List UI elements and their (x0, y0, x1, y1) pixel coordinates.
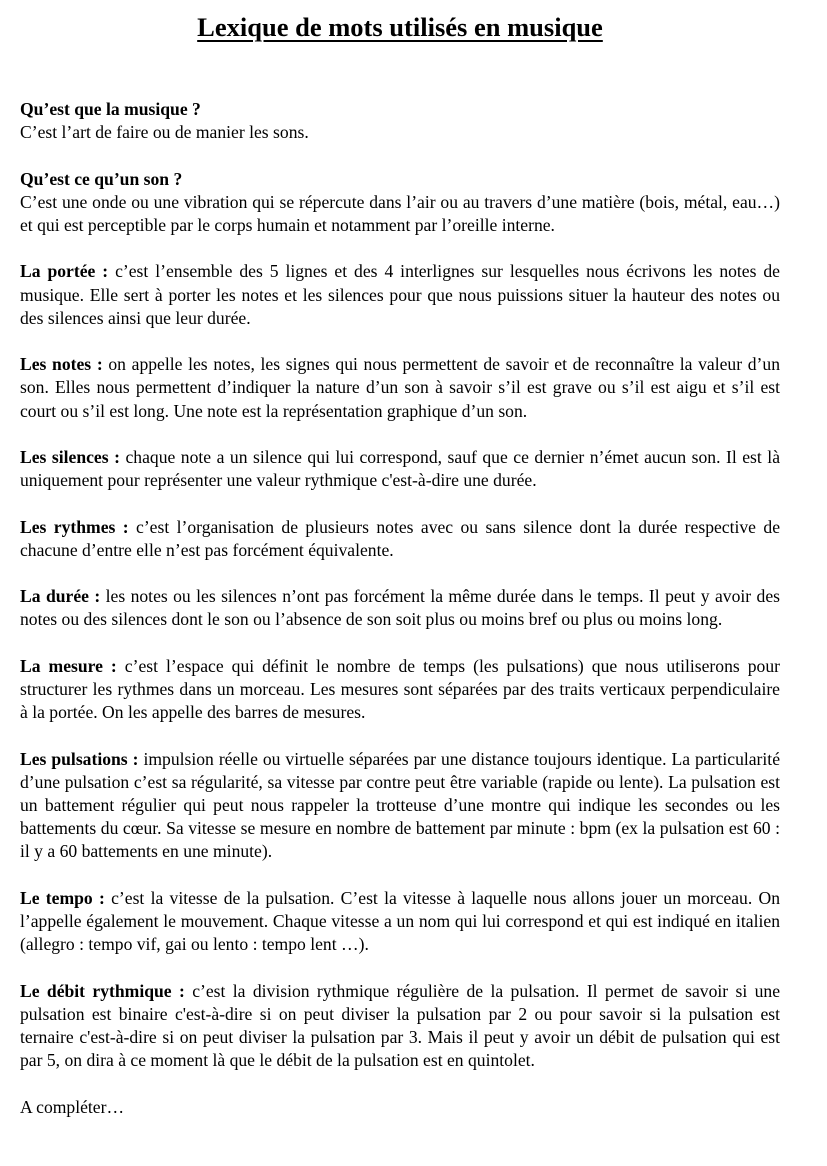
glossary-entry-notes (20, 353, 780, 423)
glossary-definition: impulsion réelle ou virtuelle séparées par une distance toujours identique. La particularité d’une pulsation c’est sa régularité, sa vitesse par contre peut être variable (rapide ou lente). La pulsation est un battement régulier qui peut nous rappeler la trotteuse d’une montre qui indique les secondes ou les battements du cœur. Sa vitesse se mesure en nombre de battement par minute : bpm (ex la pulsation est 60 : il y a 60 battements en une minute). (20, 748, 781, 862)
glossary-term: Les pulsations : (20, 748, 139, 769)
glossary-definition: c’est l’espace qui définit le nombre de temps (les pulsations) que nous utiliserons pour structurer les rythmes dans un morceau. Les mesures sont séparées par des traits verticaux perpendiculaire à la portée. On les appelle des barres de mesures. (20, 655, 780, 723)
glossary-term: Les notes : (20, 354, 103, 375)
document-page (20, 0, 781, 1117)
glossary-term: Les rythmes : (20, 516, 129, 537)
glossary-entry-debit-rythmique (20, 980, 780, 1073)
glossary-entry-portee (20, 260, 780, 330)
glossary-term: La durée : (20, 586, 101, 607)
glossary-term: Les silences : (20, 446, 120, 467)
glossary-term: Le débit rythmique : (20, 980, 185, 1001)
document-title: Lexique de mots utilisés en musique (197, 12, 603, 42)
question-block (20, 98, 780, 144)
closing-note: A compléter… (20, 1096, 125, 1117)
glossary-definition: c’est la division rythmique régulière de la pulsation. Il permet de savoir si une pulsation est binaire c'est-à-dire si on peut diviser la pulsation par 2 ou pour savoir si la pulsation est ternaire c'est-à-dire si on peut diviser la pulsation par 3. Mais il peut y avoir un débit de pulsation qui est par 5, on dira à ce moment là que le débit de la pulsation est en quintolet. (20, 980, 781, 1071)
glossary-definition: les notes ou les silences n’ont pas forcément la même durée dans le temps. Il peut y avoir des notes ou des silences dont le son ou l’absence de son soit plus ou moins bref ou plus ou moins long. (20, 586, 780, 630)
question-heading: Qu’est ce qu’un son ? (20, 168, 183, 189)
glossary-entry-pulsations (20, 748, 780, 864)
glossary-entry-silences (20, 446, 780, 492)
glossary-entry-rythmes (20, 516, 780, 562)
question-answer: C’est une onde ou une vibration qui se répercute dans l’air ou au travers d’une matière (bois, métal, eau…) et qui est perceptible par le corps humain et notamment par l’oreille interne. (20, 191, 780, 235)
glossary-definition: c’est la vitesse de la pulsation. C’est la vitesse à laquelle nous allons jouer un morceau. On l’appelle également le mouvement. Chaque vitesse a un nom qui lui correspond et qui est indiqué en italien (allegro : tempo vif, gai ou lento : tempo lent …). (20, 887, 780, 955)
glossary-definition: chaque note a un silence qui lui correspond, sauf que ce dernier n’émet aucun son. Il est là uniquement pour représenter une valeur rythmique c'est-à-dire une durée. (20, 446, 781, 491)
glossary-entry-tempo (20, 887, 780, 957)
glossary-entry-duree (20, 585, 780, 631)
glossary-entry-mesure (20, 655, 780, 725)
glossary-term: La portée : (20, 261, 109, 282)
document-body (20, 98, 780, 1119)
glossary-term: La mesure : (20, 655, 117, 676)
question-heading: Qu’est que la musique ? (20, 99, 201, 119)
glossary-definition: c’est l’ensemble des 5 lignes et des 4 interlignes sur lesquelles nous écrivons les notes de musique. Elle sert à porter les notes et les silences pour que nous puissions situer la hauteur des notes ou des silences ainsi que leur durée. (20, 261, 780, 328)
glossary-definition: on appelle les notes, les signes qui nous permettent de savoir et de reconnaître la valeur d’un son. Elles nous permettent d’indiquer la nature d’un son à savoir s’il est grave ou s’il est aigu et s’il est court ou s’il est long. Une note est la représentation graphique d’un son. (20, 354, 780, 421)
glossary-term: Le tempo : (20, 887, 105, 908)
question-block (20, 168, 780, 238)
question-answer: C’est l’art de faire ou de manier les sons. (20, 122, 309, 143)
glossary-definition: c’est l’organisation de plusieurs notes avec ou sans silence dont la durée respective de chacune d’entre elle n’est pas forcément équivalente. (20, 516, 780, 560)
